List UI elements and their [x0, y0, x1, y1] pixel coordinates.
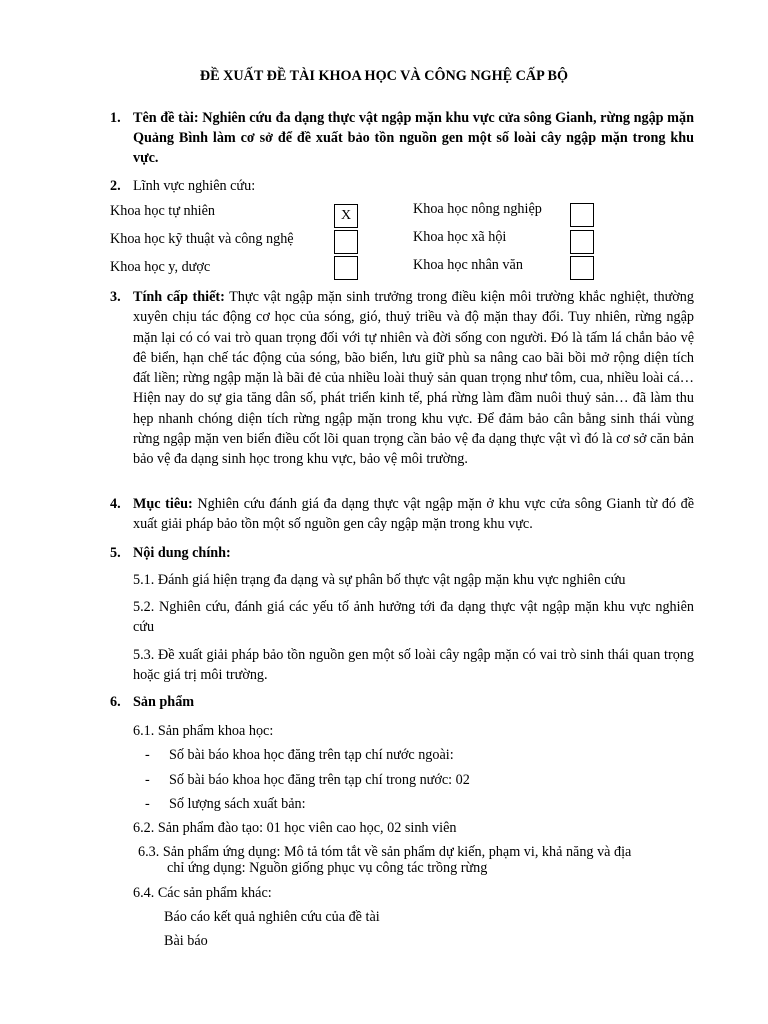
- other-products-heading: 6.4. Các sản phẩm khác:: [133, 885, 272, 901]
- field-checkbox[interactable]: [570, 203, 594, 227]
- content-item: 5.3. Đề xuất giải pháp bảo tồn nguồn gen một số loài cây ngập mặn có vai trò sinh thái quan trọng hoặc giá trị môi trường.: [133, 647, 694, 683]
- section-number: 6.: [110, 694, 121, 710]
- section-number: 1.: [110, 110, 121, 126]
- bullet-item: Số lượng sách xuất bản:: [169, 796, 306, 812]
- field-label: Khoa học xã hội: [413, 229, 507, 245]
- content-item: 5.2. Nghiên cứu, đánh giá các yếu tố ảnh hưởng tới đa dạng thực vật ngập mặn khu vực nghiên cứu: [133, 599, 694, 635]
- bullet-item: Số bài báo khoa học đăng trên tạp chí nước ngoài:: [169, 747, 454, 763]
- document-title: ĐỀ XUẤT ĐỀ TÀI KHOA HỌC VÀ CÔNG NGHỆ CẤP BỘ: [199, 68, 569, 84]
- topic-title: Tên đề tài: Nghiên cứu đa dạng thực vật ngập mặn khu vực cửa sông Gianh, rừng ngập mặn Quảng Bình làm cơ sở để đề xuất bảo tồn nguồn gen một số loài cây ngập mặn trong khu vực.: [133, 110, 694, 166]
- content-item: 5.1. Đánh giá hiện trạng đa dạng và sự phân bố thực vật ngập mặn khu vực nghiên cứu: [133, 572, 626, 588]
- products-heading: Sản phẩm: [133, 694, 195, 710]
- field-heading: Lĩnh vực nghiên cứu:: [133, 178, 256, 194]
- field-label: Khoa học nhân văn: [413, 257, 523, 273]
- bullet-item: Số bài báo khoa học đăng trên tạp chí trong nước: 02: [169, 772, 470, 788]
- urgency-label: Tính cấp thiết:: [133, 289, 225, 305]
- field-label: Khoa học tự nhiên: [110, 203, 216, 219]
- bullet-dash: -: [145, 796, 150, 812]
- applied-products-continued: chỉ ứng dụng: Nguồn giống phục vụ công tác trồng rừng: [167, 860, 488, 876]
- section-number: 3.: [110, 289, 121, 305]
- bullet-dash: -: [145, 772, 150, 788]
- section-number: 4.: [110, 496, 121, 512]
- field-checkbox[interactable]: [334, 256, 358, 280]
- urgency-text: Thực vật ngập mặn sinh trưởng trong điều kiện môi trường khắc nghiệt, thường xuyên chịu tác động cơ học của sóng, gió, thuỷ triều và độ mặn thay đổi. Tuy nhiên, rừng ngập mặn lại có có vai trò quan trọng đối với tự nhiên và đời sống con người. Đó là tấm lá chắn bảo vệ đê biển, hạn chế tác động của sóng, bão biển, lưu giữ phù sa nâng cao bãi bồi mở rộng diện tích đất liền; rừng ngập mặn là bãi đẻ của nhiều loài thuỷ sản quan trọng như tôm, cua, nhiều loài cá… Hiện nay do sự gia tăng dân số, phát triển kinh tế, phá rừng làm đầm nuôi thuỷ sản… đã làm thu hẹp nhanh chóng diện tích rừng ngập mặn trong khu vực. Để đảm bảo cân bằng sinh thái vùng rừng ngập mặn ven biển điều cốt lõi quan trọng cần bảo vệ đa dạng thực vật vì đó là cơ sở căn bản bảo vệ đa dạng sinh học trong khu vực, bảo vệ môi trường.: [133, 289, 694, 468]
- section-6: [110, 692, 694, 712]
- applied-products: 6.3. Sản phẩm ứng dụng: Mô tả tóm tắt về sản phẩm dự kiến, phạm vi, khả năng và địa: [138, 844, 632, 860]
- field-label: Khoa học nông nghiệp: [413, 201, 542, 217]
- section-number: 5.: [110, 545, 121, 561]
- content-heading: Nội dung chính:: [133, 545, 231, 561]
- other-product-item: Báo cáo kết quả nghiên cứu của đề tài: [164, 909, 380, 925]
- bullet-dash: -: [145, 747, 150, 763]
- field-label: Khoa học y, dược: [110, 259, 211, 275]
- science-products-heading: 6.1. Sản phẩm khoa học:: [133, 723, 274, 739]
- section-2: [110, 176, 694, 196]
- section-3: [110, 287, 694, 470]
- other-product-item: Bài báo: [164, 933, 208, 949]
- field-checkbox[interactable]: [334, 230, 358, 254]
- urgency-paragraph: [133, 287, 694, 470]
- section-4: [110, 494, 694, 534]
- field-checkbox[interactable]: X: [334, 204, 358, 228]
- objective-text: Nghiên cứu đánh giá đa dạng thực vật ngập mặn ở khu vực cửa sông Gianh từ đó đề xuất giải pháp bảo tồn một số nguồn gen cây ngập mặn trong khu vực.: [133, 496, 694, 532]
- objective-paragraph: [133, 494, 694, 534]
- objective-label: Mục tiêu:: [133, 496, 193, 512]
- field-label: Khoa học kỹ thuật và công nghệ: [110, 231, 294, 247]
- training-products: 6.2. Sản phẩm đào tạo: 01 học viên cao học, 02 sinh viên: [133, 820, 457, 836]
- field-checkbox[interactable]: [570, 230, 594, 254]
- section-number: 2.: [110, 178, 121, 194]
- field-checkbox[interactable]: [570, 256, 594, 280]
- section-5: [110, 543, 694, 563]
- section-1: [110, 108, 694, 168]
